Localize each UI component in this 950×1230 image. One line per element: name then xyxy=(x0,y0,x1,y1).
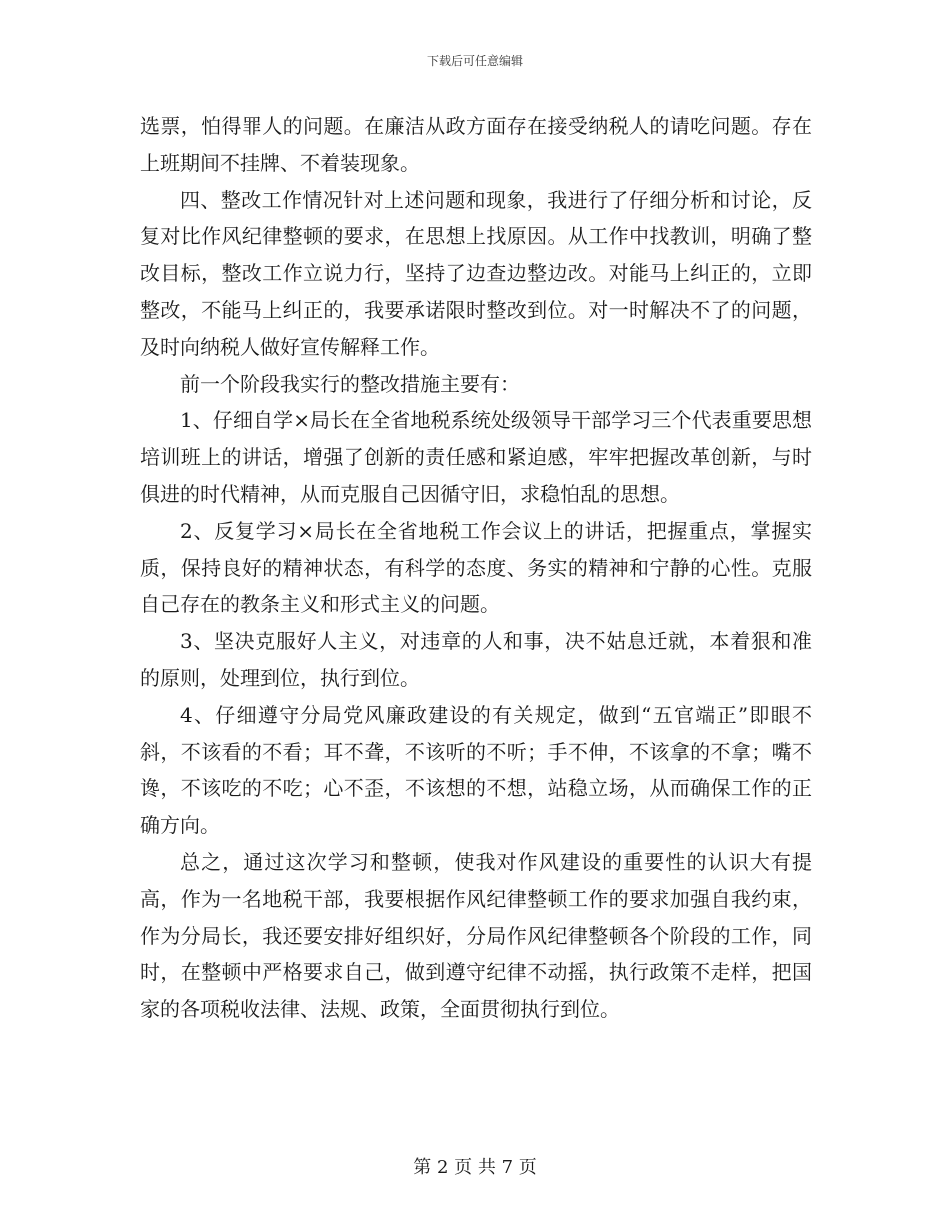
paragraph-measure-4: 4、仔细遵守分局党风廉政建设的有关规定，做到“五官端正”即眼不斜，不该看的不看；耳不聋，不该听的不听；手不伸，不该拿的不拿；嘴不谗，不该吃的不吃；心不歪，不该想的不想，站稳立场，从而确保工作的正确方向。 xyxy=(140,702,812,838)
paragraph-continuation: 选票，怕得罪人的问题。在廉洁从政方面存在接受纳税人的请吃问题。存在上班期间不挂牌、不着装现象。 xyxy=(140,114,812,175)
paragraph-measure-3: 3、坚决克服好人主义，对违章的人和事，决不姑息迁就，本着狠和准的原则，处理到位，执行到位。 xyxy=(140,629,812,690)
document-body xyxy=(140,108,812,1028)
paragraph-summary: 总之，通过这次学习和整顿，使我对作风建设的重要性的认识大有提高，作为一名地税干部，我要根据作风纪律整顿工作的要求加强自我约束，作为分局长，我还要安排好组织好，分局作风纪律整顿各个阶段的工作，同时，在整顿中严格要求自己，做到遵守纪律不动摇，执行政策不走样，把国家的各项税收法律、法规、政策，全面贯彻执行到位。 xyxy=(140,849,812,1022)
paragraph-measures-intro: 前一个阶段我实行的整改措施主要有： xyxy=(180,371,520,396)
page-header: 下载后可任意编辑 xyxy=(426,54,523,68)
page-number: 第 2 页 共 7 页 xyxy=(413,1157,537,1178)
paragraph-measure-2: 2、反复学习×局长在全省地税工作会议上的讲话，把握重点，掌握实质，保持良好的精神状态，有科学的态度、务实的精神和宁静的心性。克服自己存在的教条主义和形式主义的问题。 xyxy=(140,518,812,617)
paragraph-measure-1: 1、仔细自学×局长在全省地税系统处级领导干部学习三个代表重要思想培训班上的讲话，增强了创新的责任感和紧迫感，牢牢把握改革创新，与时俱进的时代精神，从而克服自己因循守旧，求稳怕乱的思想。 xyxy=(140,408,812,506)
paragraph-rectification-status: 四、整改工作情况针对上述问题和现象，我进行了仔细分析和讨论，反复对比作风纪律整顿的要求，在思想上找原因。从工作中找教训，明确了整改目标，整改工作立说力行，坚持了边查边整边改。对能马上纠正的，立即整改，不能马上纠正的，我要承诺限时整改到位。对一时解决不了的问题，及时向纳税人做好宣传解释工作。 xyxy=(140,187,812,359)
